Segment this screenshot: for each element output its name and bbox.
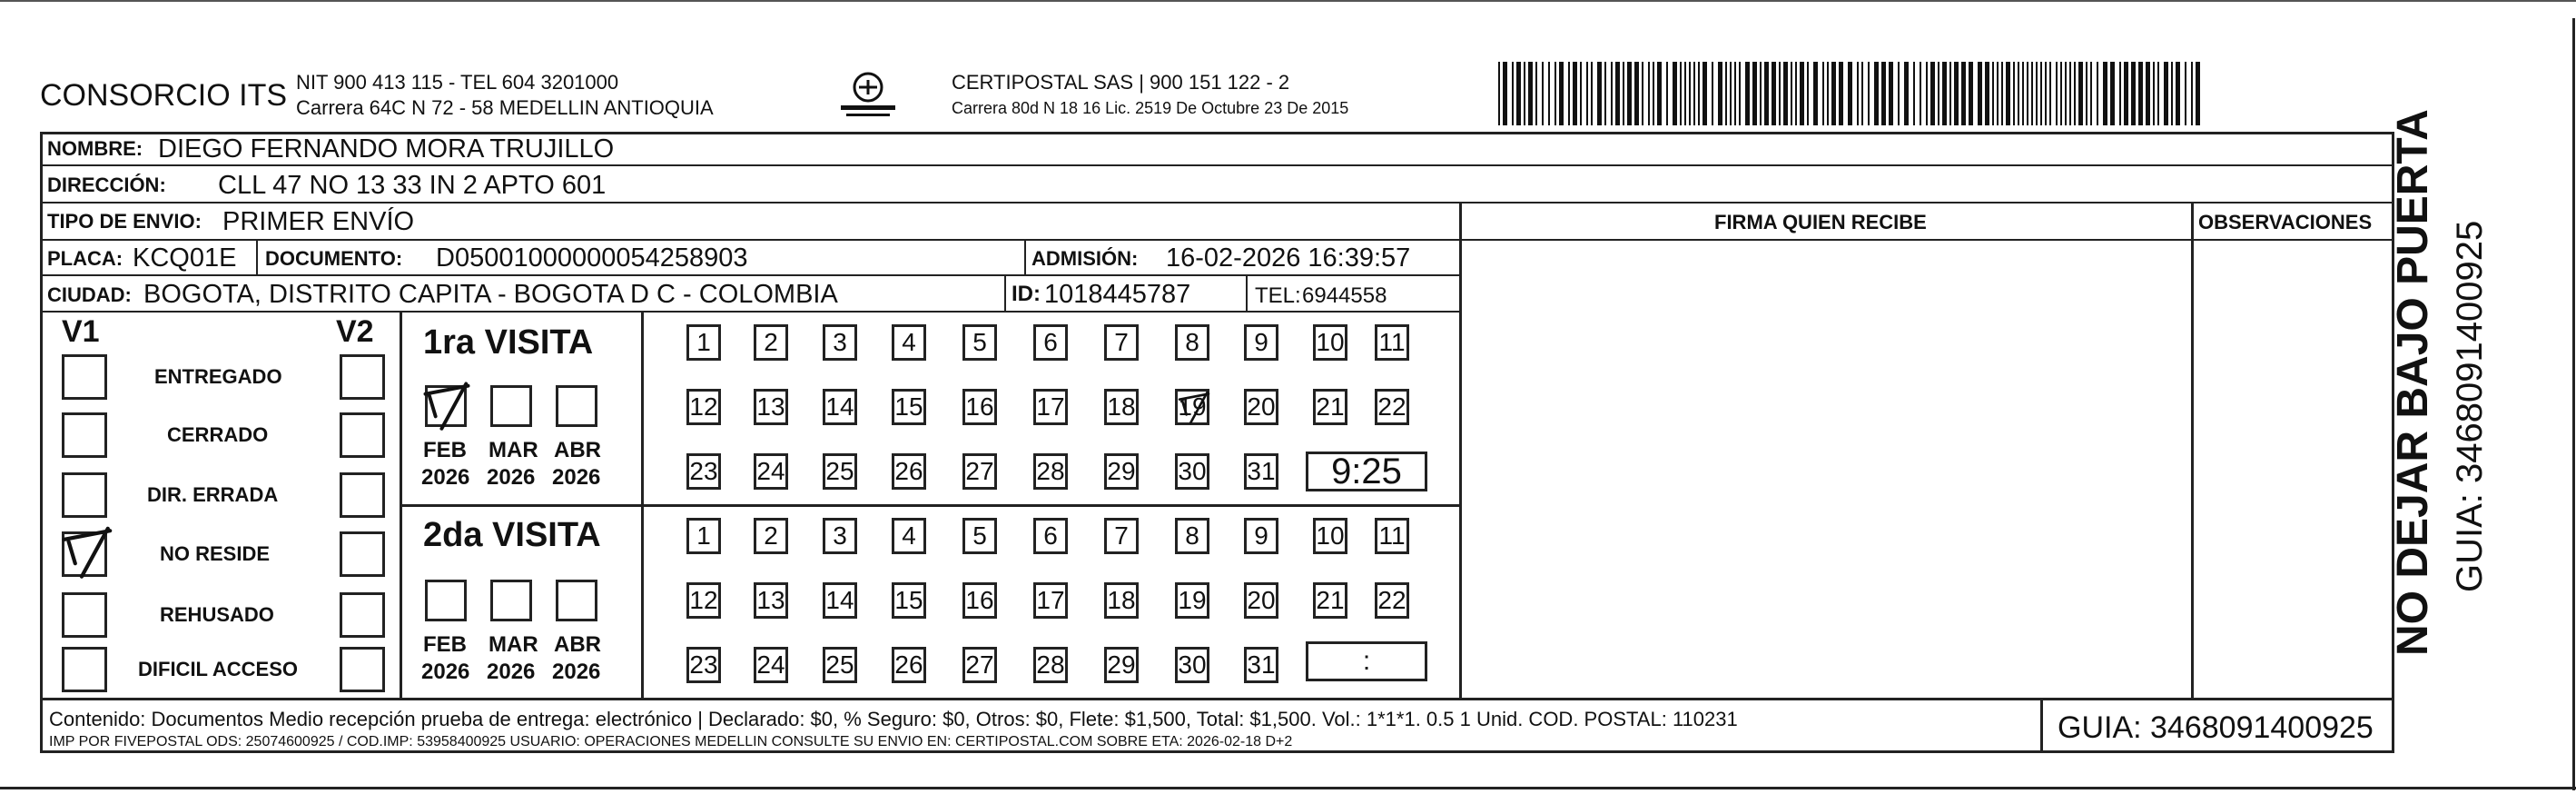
no-dejar-bajo-puerta-label: NO DEJAR BAJO PUERTA (2389, 109, 2437, 656)
first-visit-day-18[interactable]: 18 (1104, 389, 1139, 425)
barcode-bar (1712, 62, 1713, 125)
v1-checkbox-cerrado[interactable] (62, 412, 107, 458)
barcode-bar (1791, 62, 1792, 125)
certipostal-logo (835, 69, 901, 120)
status-label-rehusado: REHUSADO (160, 603, 274, 626)
barcode-bar (1591, 62, 1593, 125)
barcode-bar (1653, 62, 1654, 125)
second-visit-day-10[interactable]: 10 (1313, 518, 1347, 554)
first-visit-month-box-mar[interactable] (490, 385, 532, 427)
second-visit-day-31[interactable]: 31 (1244, 647, 1278, 683)
barcode-bar (1857, 62, 1859, 125)
barcode-bar (2040, 62, 2042, 125)
barcode-bar (1795, 62, 1797, 125)
v2-checkbox-dir-errada[interactable] (340, 472, 385, 518)
row-line-2 (40, 202, 2394, 203)
barcode-bar (2018, 62, 2019, 125)
second-visit-day-12[interactable]: 12 (686, 582, 721, 619)
barcode-bar (2164, 62, 2168, 125)
barcode-bar (1580, 62, 1582, 125)
first-visit-day-2[interactable]: 2 (754, 324, 788, 361)
barcode-bar (1800, 62, 1804, 125)
barcode-bar (2069, 62, 2071, 125)
company-name: CONSORCIO ITS (40, 78, 288, 113)
second-visit-day-2[interactable]: 2 (754, 518, 788, 554)
barcode-bar (1657, 62, 1662, 125)
tel-value: 6944558 (1302, 283, 1387, 308)
first-visit-day-31[interactable]: 31 (1244, 453, 1278, 490)
barcode-bar (1745, 62, 1750, 125)
first-visit-day-11[interactable]: 11 (1375, 324, 1409, 361)
barcode-bar (1874, 62, 1879, 125)
first-visit-month-label-abr: ABR (554, 438, 601, 462)
first-visit-day-13[interactable]: 13 (754, 389, 788, 425)
barcode-bar (2078, 62, 2083, 125)
barcode-bar (1615, 62, 1620, 125)
first-visit-day-6[interactable]: 6 (1033, 324, 1068, 361)
first-visit-day-20[interactable]: 20 (1244, 389, 1278, 425)
barcode-bar (1881, 62, 1886, 125)
first-visit-day-25[interactable]: 25 (823, 453, 857, 490)
second-visit-year-label: 2026 (421, 660, 470, 684)
barcode-bar (2013, 62, 2015, 125)
second-visit-day-22[interactable]: 22 (1375, 582, 1409, 619)
barcode-bar (1861, 62, 1863, 125)
first-visit-day-19[interactable]: 19 (1175, 389, 1209, 425)
second-visit-day-29[interactable]: 29 (1104, 647, 1139, 683)
form-left-line (40, 132, 43, 752)
barcode-bar (1831, 62, 1836, 125)
second-visit-year-label: 2026 (552, 660, 601, 684)
second-visit-day-25[interactable]: 25 (823, 647, 857, 683)
second-visit-month-box-abr[interactable] (556, 580, 597, 621)
v1-header: V1 (62, 314, 100, 349)
barcode-bar (1783, 62, 1788, 125)
first-visit-day-29[interactable]: 29 (1104, 453, 1139, 490)
barcode-bar (1512, 62, 1514, 125)
first-visit-title: 1ra VISITA (423, 323, 594, 362)
barcode-bar (1559, 62, 1564, 125)
barcode-bar (1904, 62, 1909, 125)
barcode-bar (2131, 62, 2136, 125)
barcode-bar (2027, 62, 2028, 125)
barcode-bar (2065, 62, 2067, 125)
admision-label: ADMISIÓN: (1031, 247, 1139, 270)
barcode-bar (1822, 62, 1824, 125)
barcode-bar (1680, 62, 1682, 125)
second-visit-day-4[interactable]: 4 (892, 518, 926, 554)
v2-checkbox-cerrado[interactable] (340, 412, 385, 458)
documento-label: DOCUMENTO: (265, 247, 403, 270)
barcode-bar (2153, 62, 2155, 125)
direccion-label: DIRECCIÓN: (47, 174, 166, 196)
barcode-bar (1730, 62, 1732, 125)
barcode-bar (2191, 62, 2193, 125)
direccion-value: CLL 47 NO 13 33 IN 2 APTO 601 (218, 171, 607, 200)
barcode-bar (1848, 62, 1852, 125)
barcode-bar (1554, 62, 1556, 125)
barcode-bar (2031, 62, 2033, 125)
barcode-bar (2119, 62, 2121, 125)
barcode-bar (2090, 62, 2092, 125)
first-visit-year-label: 2026 (487, 465, 536, 490)
first-visit-year-label: 2026 (552, 465, 601, 490)
bottom-edge-line (0, 787, 2576, 789)
second-visit-day-15[interactable]: 15 (892, 582, 926, 619)
id-label: ID: (1012, 282, 1041, 306)
barcode-bar (1648, 62, 1650, 125)
second-visit-day-26[interactable]: 26 (892, 647, 926, 683)
second-visit-day-24[interactable]: 24 (754, 647, 788, 683)
first-visit-year-label: 2026 (421, 465, 470, 490)
barcode-bar (2049, 62, 2051, 125)
barcode-bar (1949, 62, 1951, 125)
barcode-bar (1889, 62, 1893, 125)
first-visit-time-field[interactable]: 9:25 (1306, 452, 1427, 491)
barcode-bar (1969, 62, 1973, 125)
barcode-bar (1666, 62, 1668, 125)
barcode-bar (1752, 62, 1757, 125)
barcode-bar (1772, 62, 1776, 125)
status-label-dir-errada: DIR. ERRADA (147, 483, 279, 506)
barcode-bar (1611, 62, 1613, 125)
ciudad-value: BOGOTA, DISTRITO CAPITA - BOGOTA D C - COLOMBIA (143, 280, 838, 309)
barcode-bar (1642, 62, 1643, 125)
barcode-bar (1992, 62, 1994, 125)
row-line-4 (40, 274, 1461, 276)
barcode-bar (1548, 62, 1550, 125)
right-edge-line (2572, 18, 2575, 790)
second-visit-month-label-mar: MAR (489, 632, 538, 657)
second-visit-day-3[interactable]: 3 (823, 518, 857, 554)
barcode-bar (1586, 62, 1588, 125)
barcode-bar (1573, 62, 1577, 125)
barcode-bar (1689, 62, 1691, 125)
first-visit-month-check-feb (421, 380, 472, 431)
barcode-bar (1926, 62, 1928, 125)
firma-column-line (1459, 202, 1462, 699)
first-visit-day-24[interactable]: 24 (754, 453, 788, 490)
barcode-bar (1985, 62, 1989, 125)
barcode-bar (1920, 62, 1921, 125)
barcode-bar (1503, 62, 1507, 125)
v1-checkbox-rehusado[interactable] (62, 592, 107, 638)
visits-divider-line (400, 504, 1460, 507)
first-visit-day-10[interactable]: 10 (1313, 324, 1347, 361)
footer-line-1: Contenido: Documentos Medio recepción prueba de entrega: electrónico | Declarado: $0, % Seguro: $0, Otros: $0, Flete: $1,500, Total: $1,500. Vol.: 1*1*1. 0.5 1 Unid. COD. POSTAL: 110231 (49, 708, 1738, 730)
barcode-bar (1938, 62, 1939, 125)
placa-value: KCQ01E (133, 243, 237, 273)
first-visit-day-1[interactable]: 1 (686, 324, 721, 361)
first-visit-day-22[interactable]: 22 (1375, 389, 1409, 425)
barcode-bar (1634, 62, 1639, 125)
second-visit-month-label-abr: ABR (554, 632, 601, 657)
barcode-bar (1954, 62, 1959, 125)
barcode-bar (1725, 62, 1727, 125)
barcode-bar (1930, 62, 1935, 125)
firma-area[interactable] (1464, 243, 2188, 696)
v1-checkbox-dir-errada[interactable] (62, 472, 107, 518)
second-visit-day-9[interactable]: 9 (1244, 518, 1278, 554)
barcode-bar (1535, 62, 1537, 125)
placa-divider (256, 239, 258, 274)
barcode-bar (2110, 62, 2115, 125)
second-visit-day-14[interactable]: 14 (823, 582, 857, 619)
barcode-bar (1734, 62, 1736, 125)
barcode-bar (2176, 62, 2180, 125)
first-visit-day-4[interactable]: 4 (892, 324, 926, 361)
second-visit-time-field[interactable]: : (1306, 641, 1427, 681)
v1-checkbox-entregado[interactable] (62, 354, 107, 400)
barcode-bar (1807, 62, 1809, 125)
second-visit-day-5[interactable]: 5 (962, 518, 997, 554)
status-label-dificil-acceso: DIFICIL ACCESO (138, 658, 299, 680)
barcode-bar (1684, 62, 1686, 125)
barcode-bar (2060, 62, 2062, 125)
first-visit-day-5[interactable]: 5 (962, 324, 997, 361)
barcode-bar (1627, 62, 1632, 125)
first-visit-day-14[interactable]: 14 (823, 389, 857, 425)
first-visit-day-17[interactable]: 17 (1033, 389, 1068, 425)
barcode-bar (1913, 62, 1915, 125)
status-label-no-reside: NO RESIDE (160, 542, 271, 565)
barcode-bar (1703, 62, 1707, 125)
first-visit-day-12[interactable]: 12 (686, 389, 721, 425)
barcode-bar (1698, 62, 1700, 125)
first-visit-day-21[interactable]: 21 (1313, 389, 1347, 425)
barcode-bar (2103, 62, 2107, 125)
footer-line-2: IMP POR FIVEPOSTAL ODS: 25074600925 / COD.IMP: 53958400925 USUARIO: OPERACIONES MEDELLIN CONSULTE SU ENVIO EN: CERTIPOSTAL.COM SOBRE ETA: 2026-02-18 D+2 (49, 734, 1293, 749)
observaciones-header: OBSERVACIONES (2198, 211, 2373, 233)
obs-column-line (2191, 202, 2194, 699)
barcode-bar (2146, 62, 2150, 125)
barcode-bar (1827, 62, 1829, 125)
barcode-bar (1779, 62, 1781, 125)
second-visit-day-13[interactable]: 13 (754, 582, 788, 619)
first-visit-day-30[interactable]: 30 (1175, 453, 1209, 490)
barcode-bar (2001, 62, 2003, 125)
nombre-value: DIEGO FERNANDO MORA TRUJILLO (158, 134, 615, 164)
first-visit-day-9[interactable]: 9 (1244, 324, 1278, 361)
first-visit-day-3[interactable]: 3 (823, 324, 857, 361)
barcode-bar (1839, 62, 1843, 125)
barcode-bar (2086, 62, 2087, 125)
tipo-envio-label: TIPO DE ENVIO: (47, 210, 202, 233)
placa-label: PLACA: (47, 247, 123, 270)
first-visit-month-label-feb: FEB (423, 438, 467, 462)
barcode-bar (1673, 62, 1677, 125)
v2-checkbox-rehusado[interactable] (340, 592, 385, 638)
barcode-bar (1693, 62, 1695, 125)
ciudad-label: CIUDAD: (47, 283, 132, 306)
second-visit-day-8[interactable]: 8 (1175, 518, 1209, 554)
observaciones-area[interactable] (2196, 243, 2390, 696)
barcode-bar (1597, 62, 1602, 125)
v2-header: V2 (336, 314, 374, 349)
first-visit-day-8[interactable]: 8 (1175, 324, 1209, 361)
barcode-bar (2045, 62, 2047, 125)
barcode-bar (2036, 62, 2038, 125)
second-visit-year-label: 2026 (487, 660, 536, 684)
barcode-bar (1498, 62, 1500, 125)
admision-divider (1024, 239, 1026, 274)
tipo-envio-value: PRIMER ENVÍO (222, 207, 415, 236)
barcode-bar (1764, 62, 1769, 125)
barcode-bar (2074, 62, 2076, 125)
barcode-bar (1623, 62, 1624, 125)
nombre-label: NOMBRE: (47, 137, 143, 160)
partner-address: Carrera 80d N 18 16 Lic. 2519 De Octubre 23 De 2015 (952, 99, 1349, 117)
barcode-bar (1978, 62, 1982, 125)
barcode-bar (1604, 62, 1606, 125)
footer-guia: GUIA: 3468091400925 (2058, 710, 2374, 745)
second-visit-month-box-mar[interactable] (490, 580, 532, 621)
first-visit-month-label-mar: MAR (489, 438, 538, 462)
second-visit-day-20[interactable]: 20 (1244, 582, 1278, 619)
admision-value: 16-02-2026 16:39:57 (1166, 243, 1411, 273)
v1-checkbox-dificil-acceso[interactable] (62, 647, 107, 692)
v2-checkbox-dificil-acceso[interactable] (340, 647, 385, 692)
second-visit-day-23[interactable]: 23 (686, 647, 721, 683)
v1-check-mark-no-reside (60, 524, 114, 579)
barcode-bar (2157, 62, 2159, 125)
barcode-bar (1516, 62, 1521, 125)
barcode-bar (1568, 62, 1570, 125)
second-visit-day-6[interactable]: 6 (1033, 518, 1068, 554)
second-visit-day-16[interactable]: 16 (962, 582, 997, 619)
barcode-bar (2022, 62, 2024, 125)
barcode-bar (1942, 62, 1947, 125)
row-line-1 (40, 164, 2394, 166)
row-line-5 (40, 311, 1461, 313)
barcode-bar (1528, 62, 1533, 125)
second-visit-month-box-feb[interactable] (425, 580, 467, 621)
first-visit-day-16[interactable]: 16 (962, 389, 997, 425)
first-visit-day-23[interactable]: 23 (686, 453, 721, 490)
barcode-bar (2171, 62, 2173, 125)
top-edge-line (0, 0, 2576, 2)
barcode-bar (1813, 62, 1818, 125)
barcode-bar (2097, 62, 2098, 125)
second-visit-day-21[interactable]: 21 (1313, 582, 1347, 619)
second-visit-day-28[interactable]: 28 (1033, 647, 1068, 683)
partner-name: CERTIPOSTAL SAS | 900 151 122 - 2 (952, 71, 1290, 94)
second-visit-day-11[interactable]: 11 (1375, 518, 1409, 554)
second-visit-day-1[interactable]: 1 (686, 518, 721, 554)
status-label-cerrado: CERRADO (167, 423, 269, 446)
second-visit-day-30[interactable]: 30 (1175, 647, 1209, 683)
first-visit-day-28[interactable]: 28 (1033, 453, 1068, 490)
barcode-bar (2124, 62, 2128, 125)
barcode-bar (1898, 62, 1900, 125)
second-visit-title: 2da VISITA (423, 516, 601, 554)
barcode-bar (2056, 62, 2058, 125)
tel-divider (1246, 274, 1248, 311)
barcode-bar (1524, 62, 1525, 125)
first-visit-day-27[interactable]: 27 (962, 453, 997, 490)
id-divider (1004, 274, 1006, 311)
second-visit-day-27[interactable]: 27 (962, 647, 997, 683)
second-visit-day-18[interactable]: 18 (1104, 582, 1139, 619)
documento-value: D05001000000054258903 (436, 243, 748, 273)
v2-checkbox-entregado[interactable] (340, 354, 385, 400)
v2-checkbox-no-reside[interactable] (340, 531, 385, 577)
barcode-bar (1718, 62, 1722, 125)
side-guia-label: GUIA: 3468091400925 (2450, 220, 2490, 592)
firma-header: FIRMA QUIEN RECIBE (1714, 211, 1927, 233)
first-visit-month-box-abr[interactable] (556, 385, 597, 427)
company-address: Carrera 64C N 72 - 58 MEDELLIN ANTIOQUIA (296, 96, 714, 119)
second-visit-day-19[interactable]: 19 (1175, 582, 1209, 619)
barcode-bar (1997, 62, 1999, 125)
barcode-bar (1961, 62, 1966, 125)
first-visit-day-check-19 (1177, 387, 1211, 427)
barcode-bar (1542, 62, 1544, 125)
first-visit-day-26[interactable]: 26 (892, 453, 926, 490)
second-visit-day-17[interactable]: 17 (1033, 582, 1068, 619)
barcode-bar (2138, 62, 2143, 125)
barcode-bar (1868, 62, 1870, 125)
second-visit-month-label-feb: FEB (423, 632, 467, 657)
column-header-line (1459, 239, 2394, 241)
barcode-bar (1739, 62, 1741, 125)
tel-label: TEL: (1255, 283, 1301, 308)
barcode-bar (1760, 62, 1762, 125)
barcode-bar (2196, 62, 2200, 125)
company-nit: NIT 900 413 115 - TEL 604 3201000 (296, 71, 619, 94)
first-visit-day-15[interactable]: 15 (892, 389, 926, 425)
second-visit-day-7[interactable]: 7 (1104, 518, 1139, 554)
barcode (1498, 62, 2205, 125)
barcode-bar (2185, 62, 2186, 125)
footer-guia-divider (2040, 698, 2043, 752)
first-visit-day-7[interactable]: 7 (1104, 324, 1139, 361)
id-value: 1018445787 (1044, 280, 1191, 309)
barcode-bar (2006, 62, 2010, 125)
status-label-entregado: ENTREGADO (154, 365, 282, 388)
